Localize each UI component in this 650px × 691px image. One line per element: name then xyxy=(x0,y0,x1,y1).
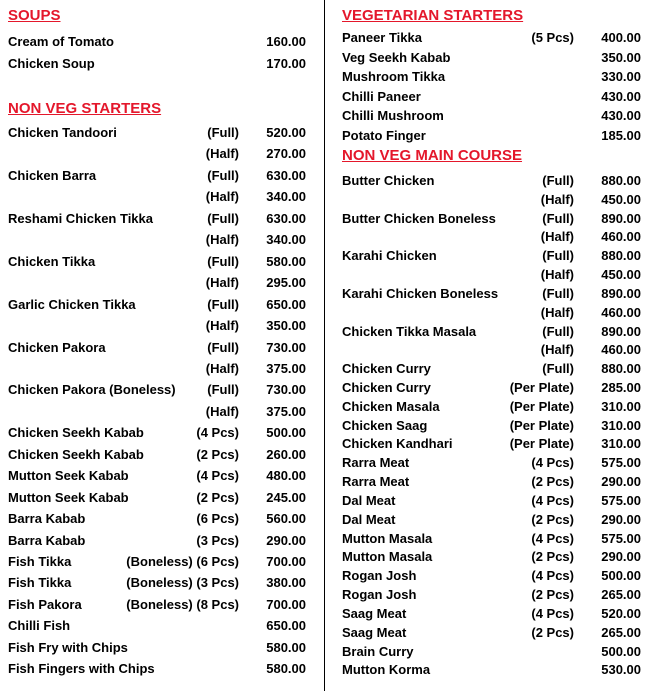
menu-item-row xyxy=(332,549,650,568)
menu-item-price: 400.00 xyxy=(601,30,641,45)
menu-item-variant: (4 Pcs) xyxy=(531,492,574,508)
menu-item-row xyxy=(0,146,322,165)
menu-item-price: 880.00 xyxy=(601,248,641,264)
menu-item-variant: (Full) xyxy=(542,210,574,226)
menu-item-name: Barra Kabab xyxy=(8,532,86,548)
menu-item-name: Butter Chicken xyxy=(342,173,435,188)
menu-item-variant: (Full) xyxy=(542,285,574,301)
menu-item-row xyxy=(332,305,650,324)
menu-item-name: Barra Kabab xyxy=(8,511,86,527)
menu-item-name: Reshami Chicken Tikka xyxy=(8,210,153,226)
menu-item-row xyxy=(0,168,322,187)
menu-item-row xyxy=(332,342,650,361)
menu-item-variant: (Full) xyxy=(207,382,239,398)
menu-item-price: 170.00 xyxy=(266,56,306,71)
menu-item-row xyxy=(0,318,322,337)
menu-item-row xyxy=(0,56,322,75)
menu-item-row xyxy=(0,275,322,294)
menu-item-price: 350.00 xyxy=(601,49,641,65)
menu-item-variant: (2 Pcs) xyxy=(531,587,574,603)
menu-item-variant: (Full) xyxy=(542,361,574,377)
menu-item-name: Fish Tikka xyxy=(8,554,72,569)
menu-item-row xyxy=(332,89,650,108)
menu-item-price: 460.00 xyxy=(601,304,641,320)
menu-item-row xyxy=(0,34,322,53)
menu-item-variant: (Full) xyxy=(207,167,239,183)
menu-item-row xyxy=(0,468,322,487)
menu-item-name: Chicken Saag xyxy=(342,417,428,433)
menu-item-price: 460.00 xyxy=(601,229,641,245)
menu-item-name: Saag Meat xyxy=(342,624,407,640)
menu-item-row xyxy=(332,436,650,455)
section-heading-soups: SOUPS xyxy=(8,7,61,24)
menu-item-name: Chilli Fish xyxy=(8,618,71,634)
menu-item-variant: (Half) xyxy=(205,189,239,205)
menu-item-row xyxy=(0,425,322,444)
menu-item-row xyxy=(332,587,650,606)
menu-item-row xyxy=(332,128,650,147)
menu-item-price: 880.00 xyxy=(601,173,641,188)
menu-item-price: 520.00 xyxy=(266,125,306,140)
menu-item-variant: (2 Pcs) xyxy=(196,489,239,505)
menu-item-price: 500.00 xyxy=(601,568,641,584)
menu-item-variant: (Full) xyxy=(207,339,239,355)
menu-item-name: Chicken Pakora xyxy=(8,339,106,355)
menu-item-variant: (5 Pcs) xyxy=(531,30,574,45)
menu-item-row xyxy=(0,232,322,251)
menu-item-name: Mutton Seek Kabab xyxy=(8,468,129,484)
menu-item-name: Mushroom Tikka xyxy=(342,69,446,85)
menu-item-price: 700.00 xyxy=(266,554,306,569)
menu-item-variant: (Full) xyxy=(542,323,574,339)
menu-item-name: Butter Chicken Boneless xyxy=(342,210,496,226)
menu-item-price: 880.00 xyxy=(601,361,641,377)
menu-item-price: 890.00 xyxy=(601,210,641,226)
menu-item-row xyxy=(0,640,322,659)
menu-item-name: Chicken Seekh Kabab xyxy=(8,446,144,462)
menu-item-name: Chicken Kandhari xyxy=(342,436,453,452)
menu-item-price: 530.00 xyxy=(601,662,641,678)
menu-item-price: 430.00 xyxy=(601,108,641,124)
menu-item-price: 375.00 xyxy=(266,403,306,419)
menu-item-row xyxy=(332,108,650,127)
menu-item-variant: (2 Pcs) xyxy=(531,624,574,640)
menu-item-variant: (Boneless) (8 Pcs) xyxy=(126,596,239,612)
section-heading-non-veg-starters: NON VEG STARTERS xyxy=(8,100,162,117)
menu-item-price: 650.00 xyxy=(266,296,306,312)
menu-item-row xyxy=(0,361,322,380)
menu-item-variant: (4 Pcs) xyxy=(531,568,574,584)
menu-item-price: 290.00 xyxy=(601,511,641,527)
menu-item-variant: (Full) xyxy=(207,296,239,312)
menu-item-name: Chicken Tandoori xyxy=(8,125,117,140)
menu-item-variant: (4 Pcs) xyxy=(531,455,574,471)
menu-item-name: Rogan Josh xyxy=(342,568,417,584)
menu-item-price: 310.00 xyxy=(601,417,641,433)
menu-item-row xyxy=(0,575,322,594)
column-divider xyxy=(324,0,325,691)
menu-item-row xyxy=(332,512,650,531)
menu-item-variant: (3 Pcs) xyxy=(196,532,239,548)
menu-item-row xyxy=(0,125,322,144)
menu-item-row xyxy=(332,399,650,418)
menu-item-row xyxy=(332,418,650,437)
menu-item-variant: (2 Pcs) xyxy=(196,446,239,462)
menu-item-price: 375.00 xyxy=(266,360,306,376)
menu-item-price: 650.00 xyxy=(266,618,306,634)
menu-item-name: Chicken Tikka xyxy=(8,253,96,269)
menu-item-variant: (2 Pcs) xyxy=(531,549,574,565)
menu-item-variant: (6 Pcs) xyxy=(196,511,239,527)
menu-item-price: 340.00 xyxy=(266,189,306,205)
menu-item-row xyxy=(332,644,650,663)
menu-item-row xyxy=(0,211,322,230)
menu-item-name: Chicken Masala xyxy=(342,398,440,414)
menu-item-price: 450.00 xyxy=(601,267,641,283)
menu-item-price: 730.00 xyxy=(266,339,306,355)
menu-item-variant: (4 Pcs) xyxy=(196,468,239,484)
menu-item-row xyxy=(332,361,650,380)
menu-item-price: 290.00 xyxy=(601,474,641,490)
menu-item-row xyxy=(332,173,650,192)
menu-item-price: 160.00 xyxy=(266,34,306,49)
menu-item-variant: (Full) xyxy=(542,248,574,264)
menu-item-price: 730.00 xyxy=(266,382,306,398)
menu-item-price: 450.00 xyxy=(601,191,641,207)
menu-item-name: Karahi Chicken xyxy=(342,248,437,264)
menu-item-name: Brain Curry xyxy=(342,643,414,659)
menu-item-variant: (Boneless) (6 Pcs) xyxy=(126,554,239,569)
menu-item-name: Chicken Tikka Masala xyxy=(342,323,477,339)
menu-item-price: 575.00 xyxy=(601,530,641,546)
menu-item-variant: (2 Pcs) xyxy=(531,511,574,527)
menu-item-price: 270.00 xyxy=(266,146,306,162)
menu-item-row xyxy=(332,625,650,644)
menu-item-row xyxy=(0,189,322,208)
menu-item-price: 575.00 xyxy=(601,492,641,508)
menu-item-price: 700.00 xyxy=(266,596,306,612)
menu-item-row xyxy=(332,606,650,625)
menu-item-price: 580.00 xyxy=(266,253,306,269)
menu-item-row xyxy=(332,493,650,512)
menu-item-row xyxy=(0,618,322,637)
menu-item-row xyxy=(332,30,650,49)
menu-item-variant: (Half) xyxy=(540,304,574,320)
menu-item-price: 310.00 xyxy=(601,398,641,414)
menu-item-price: 290.00 xyxy=(266,532,306,548)
menu-item-name: Rarra Meat xyxy=(342,474,410,490)
menu-item-variant: (Per Plate) xyxy=(509,398,574,414)
menu-item-variant: (Full) xyxy=(542,173,574,188)
menu-item-variant: (Full) xyxy=(207,125,239,140)
menu-item-row xyxy=(332,474,650,493)
menu-item-row xyxy=(332,568,650,587)
menu-item-name: Chicken Barra xyxy=(8,167,97,183)
menu-item-name: Mutton Seek Kabab xyxy=(8,489,129,505)
menu-item-variant: (Half) xyxy=(540,191,574,207)
menu-item-price: 260.00 xyxy=(266,446,306,462)
menu-item-name: Rarra Meat xyxy=(342,455,410,471)
menu-item-price: 500.00 xyxy=(601,643,641,659)
menu-item-price: 310.00 xyxy=(601,436,641,452)
menu-item-price: 580.00 xyxy=(266,639,306,655)
menu-item-name: Chicken Soup xyxy=(8,56,95,71)
menu-item-row xyxy=(332,531,650,550)
menu-item-row xyxy=(0,254,322,273)
section-heading-vegetarian-starters: VEGETARIAN STARTERS xyxy=(342,7,524,24)
menu-item-price: 575.00 xyxy=(601,455,641,471)
menu-item-name: Chilli Paneer xyxy=(342,88,421,104)
menu-item-variant: (Full) xyxy=(207,253,239,269)
menu-item-name: Karahi Chicken Boneless xyxy=(342,285,499,301)
menu-item-variant: (Half) xyxy=(540,267,574,283)
menu-item-row xyxy=(332,229,650,248)
menu-item-name: Fish Pakora xyxy=(8,596,82,612)
menu-item-row xyxy=(0,404,322,423)
menu-item-name: Dal Meat xyxy=(342,511,396,527)
menu-item-name: Dal Meat xyxy=(342,492,396,508)
menu-item-row xyxy=(332,267,650,286)
menu-item-variant: (Half) xyxy=(205,232,239,248)
menu-item-row xyxy=(0,382,322,401)
menu-item-price: 580.00 xyxy=(266,661,306,677)
menu-item-name: Fish Fry with Chips xyxy=(8,639,128,655)
menu-item-price: 350.00 xyxy=(266,318,306,334)
menu-item-row xyxy=(332,662,650,681)
menu-item-row xyxy=(0,533,322,552)
menu-item-row xyxy=(332,50,650,69)
menu-item-price: 520.00 xyxy=(601,605,641,621)
menu-item-row xyxy=(332,380,650,399)
menu-item-price: 265.00 xyxy=(601,624,641,640)
menu-item-name: Cream of Tomato xyxy=(8,34,114,49)
menu-item-row xyxy=(332,192,650,211)
menu-item-price: 430.00 xyxy=(601,88,641,104)
menu-item-row xyxy=(0,597,322,616)
menu-item-name: Chicken Pakora (Boneless) xyxy=(8,382,176,398)
menu-item-name: Chicken Seekh Kabab xyxy=(8,425,144,441)
menu-item-variant: (Per Plate) xyxy=(509,380,574,396)
menu-item-row xyxy=(332,286,650,305)
menu-item-variant: (Half) xyxy=(205,403,239,419)
menu-item-price: 560.00 xyxy=(266,511,306,527)
menu-item-name: Veg Seekh Kabab xyxy=(342,49,451,65)
menu-item-variant: (Half) xyxy=(540,342,574,358)
menu-item-price: 285.00 xyxy=(601,380,641,396)
menu-item-name: Fish Fingers with Chips xyxy=(8,661,155,677)
menu-item-row xyxy=(332,455,650,474)
menu-item-row xyxy=(332,69,650,88)
menu-item-name: Mutton Masala xyxy=(342,530,433,546)
menu-item-name: Chicken Curry xyxy=(342,380,431,396)
menu-item-price: 890.00 xyxy=(601,323,641,339)
menu-item-name: Potato Finger xyxy=(342,128,426,143)
menu-item-variant: (Half) xyxy=(205,146,239,162)
menu-item-row xyxy=(0,661,322,680)
menu-item-row xyxy=(0,297,322,316)
menu-item-variant: (4 Pcs) xyxy=(196,425,239,441)
menu-item-name: Chicken Curry xyxy=(342,361,431,377)
menu-item-name: Chilli Mushroom xyxy=(342,108,444,124)
menu-item-price: 330.00 xyxy=(601,69,641,85)
menu-item-price: 185.00 xyxy=(601,128,641,143)
menu-item-variant: (Half) xyxy=(540,229,574,245)
menu-item-price: 460.00 xyxy=(601,342,641,358)
menu-item-row xyxy=(0,511,322,530)
menu-item-price: 890.00 xyxy=(601,285,641,301)
menu-item-row xyxy=(0,490,322,509)
menu-item-variant: (Half) xyxy=(205,275,239,291)
menu-item-variant: (Full) xyxy=(207,210,239,226)
menu-item-row xyxy=(0,554,322,573)
menu-item-variant: (Half) xyxy=(205,318,239,334)
menu-item-row xyxy=(332,211,650,230)
menu-item-name: Garlic Chicken Tikka xyxy=(8,296,136,312)
menu-item-price: 630.00 xyxy=(266,167,306,183)
menu-item-name: Rogan Josh xyxy=(342,587,417,603)
menu-item-price: 500.00 xyxy=(266,425,306,441)
menu-item-name: Paneer Tikka xyxy=(342,30,422,45)
menu-item-price: 245.00 xyxy=(266,489,306,505)
menu-item-variant: (4 Pcs) xyxy=(531,530,574,546)
menu-item-row xyxy=(0,447,322,466)
menu-item-price: 265.00 xyxy=(601,587,641,603)
menu-item-name: Mutton Korma xyxy=(342,662,431,678)
menu-item-variant: (Per Plate) xyxy=(509,436,574,452)
menu-item-variant: (Half) xyxy=(205,360,239,376)
menu-item-variant: (Boneless) (3 Pcs) xyxy=(126,575,239,591)
menu-item-variant: (Per Plate) xyxy=(509,417,574,433)
section-heading-non-veg-main-course: NON VEG MAIN COURSE xyxy=(342,147,523,164)
menu-item-row xyxy=(332,248,650,267)
menu-item-price: 480.00 xyxy=(266,468,306,484)
menu-item-price: 290.00 xyxy=(601,549,641,565)
menu-item-price: 295.00 xyxy=(266,275,306,291)
menu-item-variant: (2 Pcs) xyxy=(531,474,574,490)
menu-item-price: 340.00 xyxy=(266,232,306,248)
menu-item-name: Fish Tikka xyxy=(8,575,72,591)
menu-item-name: Saag Meat xyxy=(342,605,407,621)
menu-item-name: Mutton Masala xyxy=(342,549,433,565)
menu-item-row xyxy=(332,324,650,343)
menu-item-price: 630.00 xyxy=(266,210,306,226)
menu-item-row xyxy=(0,340,322,359)
menu-item-variant: (4 Pcs) xyxy=(531,605,574,621)
menu-item-price: 380.00 xyxy=(266,575,306,591)
